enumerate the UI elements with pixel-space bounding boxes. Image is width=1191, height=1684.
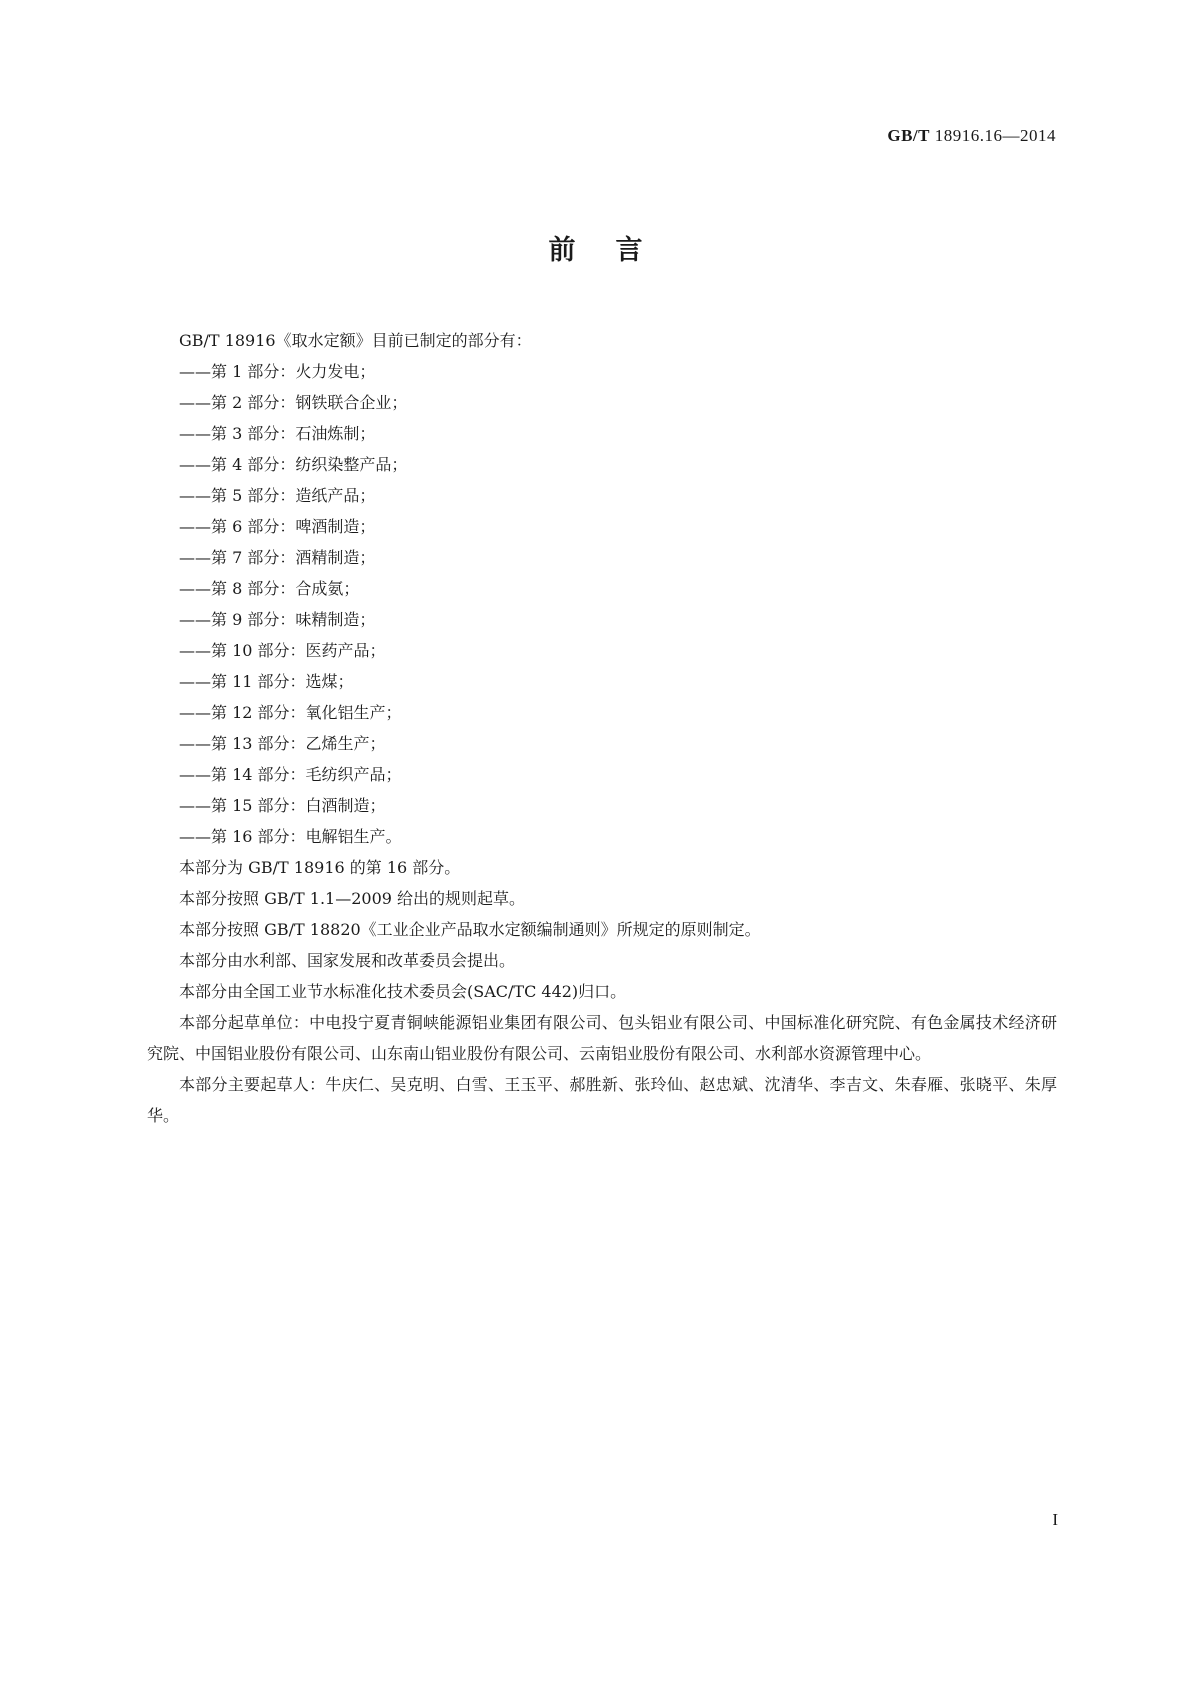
list-item: ——第 16 部分：电解铝生产。	[179, 827, 402, 846]
standard-prefix: GB/T	[887, 126, 930, 145]
list-item: ——第 12 部分：氧化铝生产；	[179, 703, 402, 722]
list-item: ——第 1 部分：火力发电；	[179, 362, 376, 381]
list-item: ——第 5 部分：造纸产品；	[179, 486, 376, 505]
list-item: ——第 10 部分：医药产品；	[179, 641, 386, 660]
list-item: ——第 15 部分：白酒制造；	[179, 796, 386, 815]
list-item: ——第 2 部分：钢铁联合企业；	[179, 393, 408, 412]
list-item: ——第 4 部分：纺织染整产品；	[179, 455, 408, 474]
list-item: ——第 3 部分：石油炼制；	[179, 424, 376, 443]
page-title: 前言	[548, 235, 683, 266]
paragraph: 本部分为 GB/T 18916 的第 16 部分。	[179, 858, 461, 877]
list-item: ——第 8 部分：合成氨；	[179, 579, 360, 598]
foreword-body	[147, 325, 1057, 1131]
paragraph: 本部分由全国工业节水标准化技术委员会(SAC/TC 442)归口。	[179, 982, 627, 1001]
list-item: ——第 14 部分：毛纺织产品；	[179, 765, 402, 784]
drafting-units-paragraph: 本部分起草单位：中电投宁夏青铜峡能源铝业集团有限公司、包头铝业有限公司、中国标准化研究院、有色金属技术经济研究院、中国铝业股份有限公司、山东南山铝业股份有限公司、云南铝业股份有限公司、水利部水资源管理中心。	[147, 1013, 1057, 1063]
list-item: ——第 9 部分：味精制造；	[179, 610, 376, 629]
paragraph: 本部分按照 GB/T 18820《工业企业产品取水定额编制通则》所规定的原则制定。	[179, 920, 761, 939]
list-item: ——第 13 部分：乙烯生产；	[179, 734, 386, 753]
drafters-paragraph: 本部分主要起草人：牛庆仁、吴克明、白雪、王玉平、郝胜新、张玲仙、赵忠斌、沈清华、李吉文、朱春雁、张晓平、朱厚华。	[147, 1075, 1057, 1125]
paragraph: 本部分由水利部、国家发展和改革委员会提出。	[179, 951, 516, 970]
page-number: I	[1052, 1510, 1058, 1529]
standard-number: 18916.16—2014	[934, 126, 1056, 145]
list-item: ——第 11 部分：选煤；	[179, 672, 354, 691]
intro-paragraph: GB/T 18916《取水定额》目前已制定的部分有：	[179, 331, 532, 350]
list-item: ——第 7 部分：酒精制造；	[179, 548, 376, 567]
standard-code-header	[887, 126, 1056, 146]
parts-list	[147, 356, 1057, 852]
list-item: ——第 6 部分：啤酒制造；	[179, 517, 376, 536]
paragraph: 本部分按照 GB/T 1.1—2009 给出的规则起草。	[179, 889, 526, 908]
